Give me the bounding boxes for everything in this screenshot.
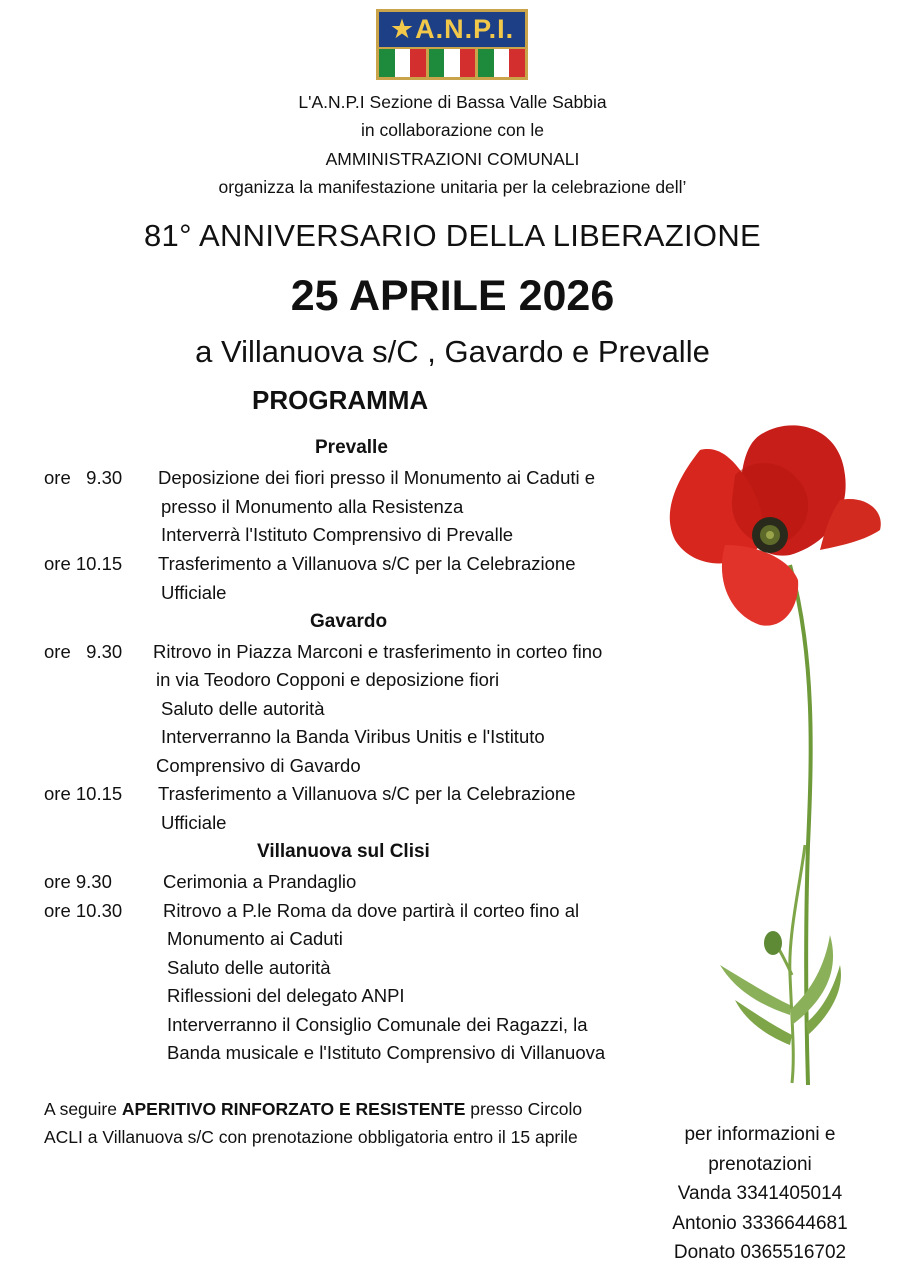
aperitivo-prefix: A seguire [44,1099,117,1119]
section-prevalle: Prevalle [315,437,388,458]
date-title: 25 APRILE 2026 [290,272,615,320]
villanuova-time-2: ore 10.30 [44,900,123,921]
villanuova-line-4: Saluto delle autorità [167,957,331,978]
logo-star: ★ [389,14,416,44]
section-gavardo: Gavardo [310,611,388,632]
contact-antonio: Antonio 3336644681 [672,1212,848,1234]
prevalle-time-1: ore 9.30 [44,467,123,488]
contact-donato: Donato 0365516702 [673,1242,847,1263]
aperitivo-suffix: presso Circolo [470,1099,583,1119]
info-box [655,1120,865,1268]
gavardo-line-6: Trasferimento a Villanuova s/C per la Celebrazione [158,783,576,804]
villanuova-line-3: Monumento ai Caduti [167,928,343,949]
section-villanuova: Villanuova sul Clisi [257,841,430,862]
aperitivo-line-2: ACLI a Villanuova s/C con prenotazione obbligatoria entro il 15 aprile [44,1127,578,1147]
logo-text: A.N.P.I. [415,14,515,44]
villanuova-line-6: Interverranno il Consiglio Comunale dei Ragazzi, la [167,1014,588,1035]
prevalle-line-2: presso il Monumento alla Resistenza [161,496,464,517]
aperitivo-line-1 [44,1099,582,1120]
villanuova-line-2: Ritrovo a P.le Roma da dove partirà il corteo fino al [163,900,580,921]
prevalle-line-1: Deposizione dei fiori presso il Monumento ai Caduti e [158,467,596,488]
prevalle-line-5: Ufficiale [161,582,227,603]
programma-heading: PROGRAMMA [252,385,429,415]
gavardo-line-7: Ufficiale [161,812,227,833]
villanuova-line-5: Riflessioni del delegato ANPI [167,985,405,1006]
poppy-icon [640,415,895,1090]
villanuova-line-1: Cerimonia a Prandaglio [163,871,357,892]
gavardo-line-2: in via Teodoro Copponi e deposizione fiori [156,669,500,690]
prevalle-line-3: Interverrà l'Istituto Comprensivo di Prevalle [161,524,514,545]
villanuova-line-7: Banda musicale e l'Istituto Comprensivo di Villanuova [167,1042,606,1063]
gavardo-line-5: Comprensivo di Gavardo [156,755,361,776]
prevalle-line-4: Trasferimento a Villanuova s/C per la Celebrazione [158,553,576,574]
gavardo-time-2: ore 10.15 [44,783,123,804]
info-line-2: prenotazioni [708,1153,812,1175]
villanuova-time-1: ore 9.30 [44,871,112,892]
anniversary-title: 81° ANNIVERSARIO DELLA LIBERAZIONE [144,218,761,253]
header-line-4: organizza la manifestazione unitaria per la celebrazione dell’ [218,177,687,197]
gavardo-line-3: Saluto delle autorità [161,698,325,719]
contact-vanda: Vanda 3341405014 [677,1183,843,1204]
aperitivo-highlight: APERITIVO RINFORZATO E RESISTENTE [121,1099,466,1119]
info-line-1: per informazioni e [684,1124,836,1145]
gavardo-line-1: Ritrovo in Piazza Marconi e trasferimento in corteo fino [153,641,603,662]
gavardo-time-1: ore 9.30 [44,641,123,662]
header-line-2: in collaborazione con le [361,120,544,140]
prevalle-time-2: ore 10.15 [44,553,123,574]
gavardo-line-4: Interverranno la Banda Viribus Unitis e l'Istituto [161,726,545,747]
header-line-1: L'A.N.P.I Sezione di Bassa Valle Sabbia [298,92,607,112]
places-title: a Villanuova s/C , Gavardo e Prevalle [195,334,710,369]
anpi-logo-icon [376,9,528,80]
header-line-3: AMMINISTRAZIONI COMUNALI [325,149,580,169]
